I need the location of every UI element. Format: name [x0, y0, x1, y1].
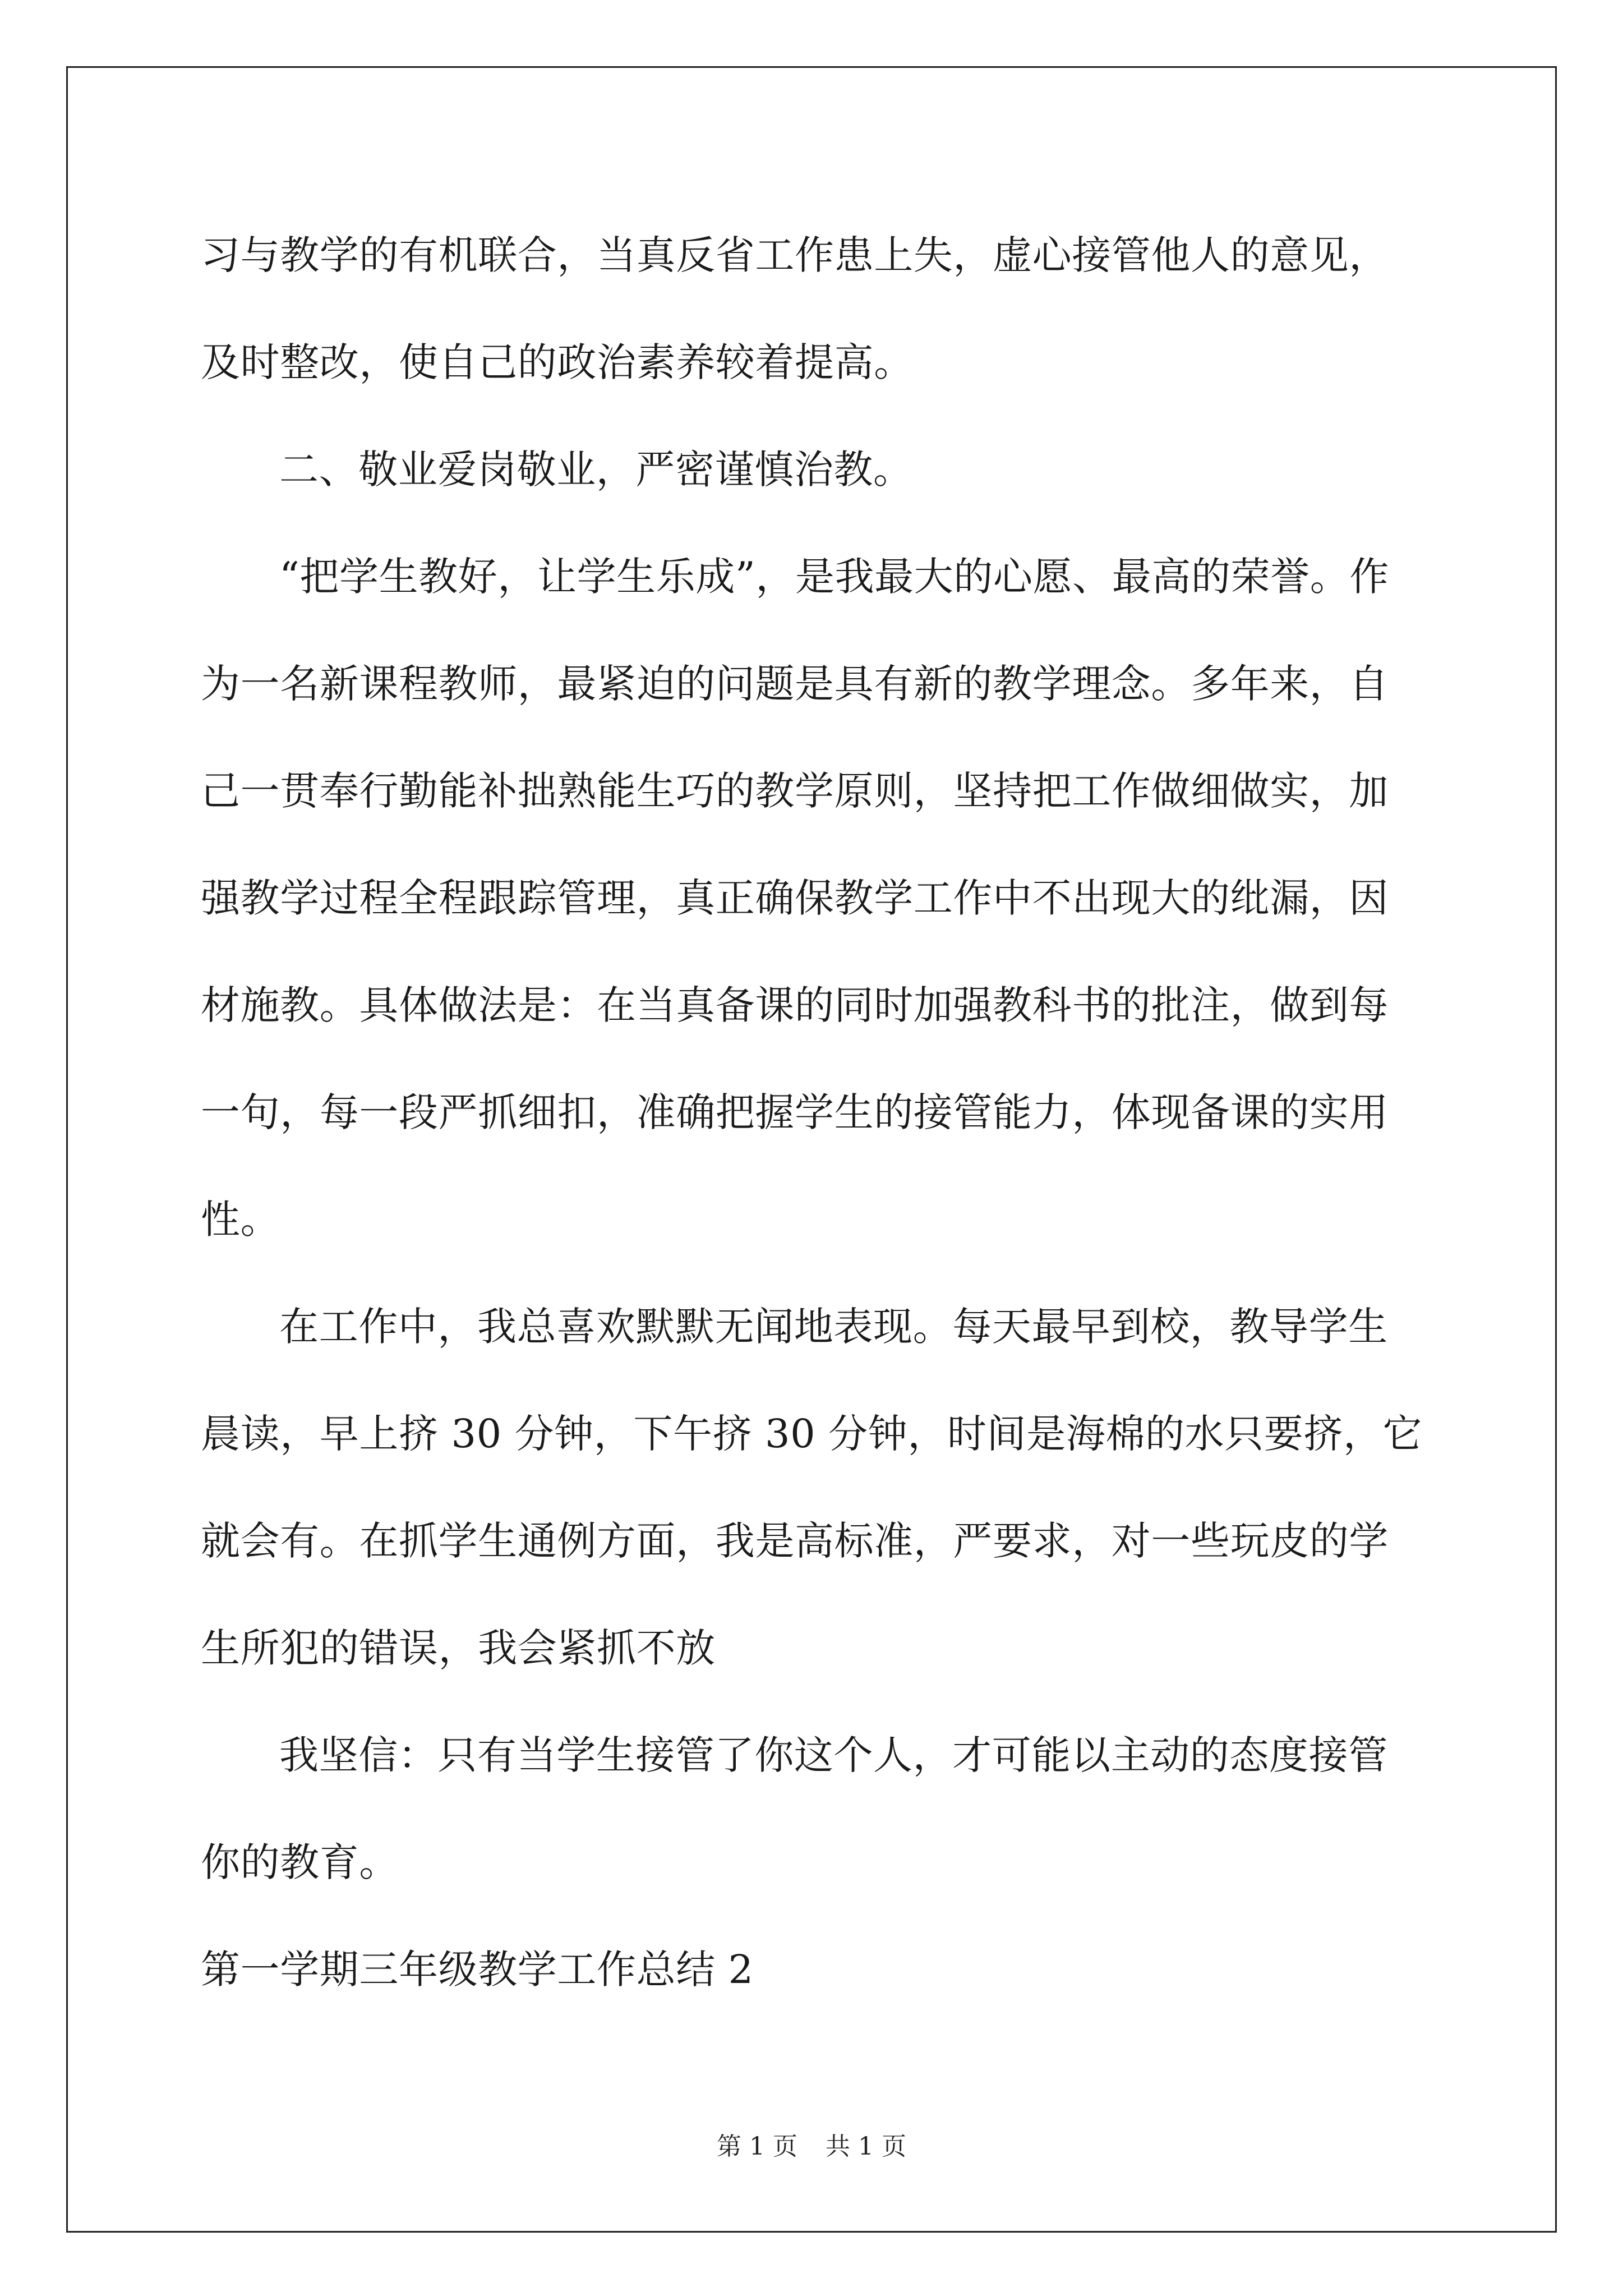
text-line: 习与教学的有机联合，当真反省工作患上失，虚心接管他人的意见，: [201, 232, 1389, 278]
text-line: “把学生教好，让学生乐成”，是我最大的心愿、最高的荣誉。作: [279, 554, 1389, 600]
document-title-next: [201, 1916, 1435, 2023]
page-number: 第 1 页: [717, 2132, 797, 2161]
paragraph-1: [201, 202, 1435, 416]
text-line: 就会有。在抓学生通例方面，我是高标准，严要求，对一些玩皮的学: [201, 1518, 1389, 1564]
text-line: 材施教。具体做法是：在当真备课的同时加强教科书的批注，做到每: [201, 982, 1389, 1028]
text-line: 强教学过程全程跟踪管理，真正确保教学工作中不出现大的纰漏，因: [201, 875, 1389, 921]
text-line: 为一名新课程教师，最紧迫的问题是具有新的教学理念。多年来，自: [201, 661, 1389, 707]
text-line: 晨读，早上挤 30 分钟，下午挤 30 分钟，时间是海棉的水只要挤，它: [201, 1411, 1423, 1457]
text-line: 我坚信：只有当学生接管了你这个人，才可能以主动的态度接管: [279, 1732, 1388, 1778]
text-line: 第一学期三年级教学工作总结 2: [201, 1947, 754, 1993]
paragraph-4: [201, 1273, 1435, 1702]
text-line: 一句，每一段严抓细扣，准确把握学生的接管能力，体现备课的实用: [201, 1089, 1389, 1135]
page-footer: [0, 2126, 1623, 2162]
text-line: 及时整改，使自己的政治素养较着提高。: [201, 339, 914, 385]
paragraph-5: [201, 1702, 1435, 1916]
text-line: 在工作中，我总喜欢默默无闻地表现。每天最早到校，教导学生: [279, 1304, 1388, 1350]
text-line: 己一贯奉行勤能补拙熟能生巧的教学原则，坚持把工作做细做实，加: [201, 768, 1389, 814]
page-total: 共 1 页: [826, 2132, 906, 2161]
text-line: 性。: [201, 1197, 280, 1243]
paragraph-3: [201, 523, 1435, 1273]
section-heading-2: [201, 416, 1435, 523]
text-line: 二、敬业爱岗敬业，严密谨慎治教。: [279, 447, 913, 493]
document-body: [201, 202, 1435, 2023]
text-line: 你的教育。: [201, 1839, 399, 1885]
text-line: 生所犯的错误，我会紧抓不放: [201, 1625, 716, 1671]
